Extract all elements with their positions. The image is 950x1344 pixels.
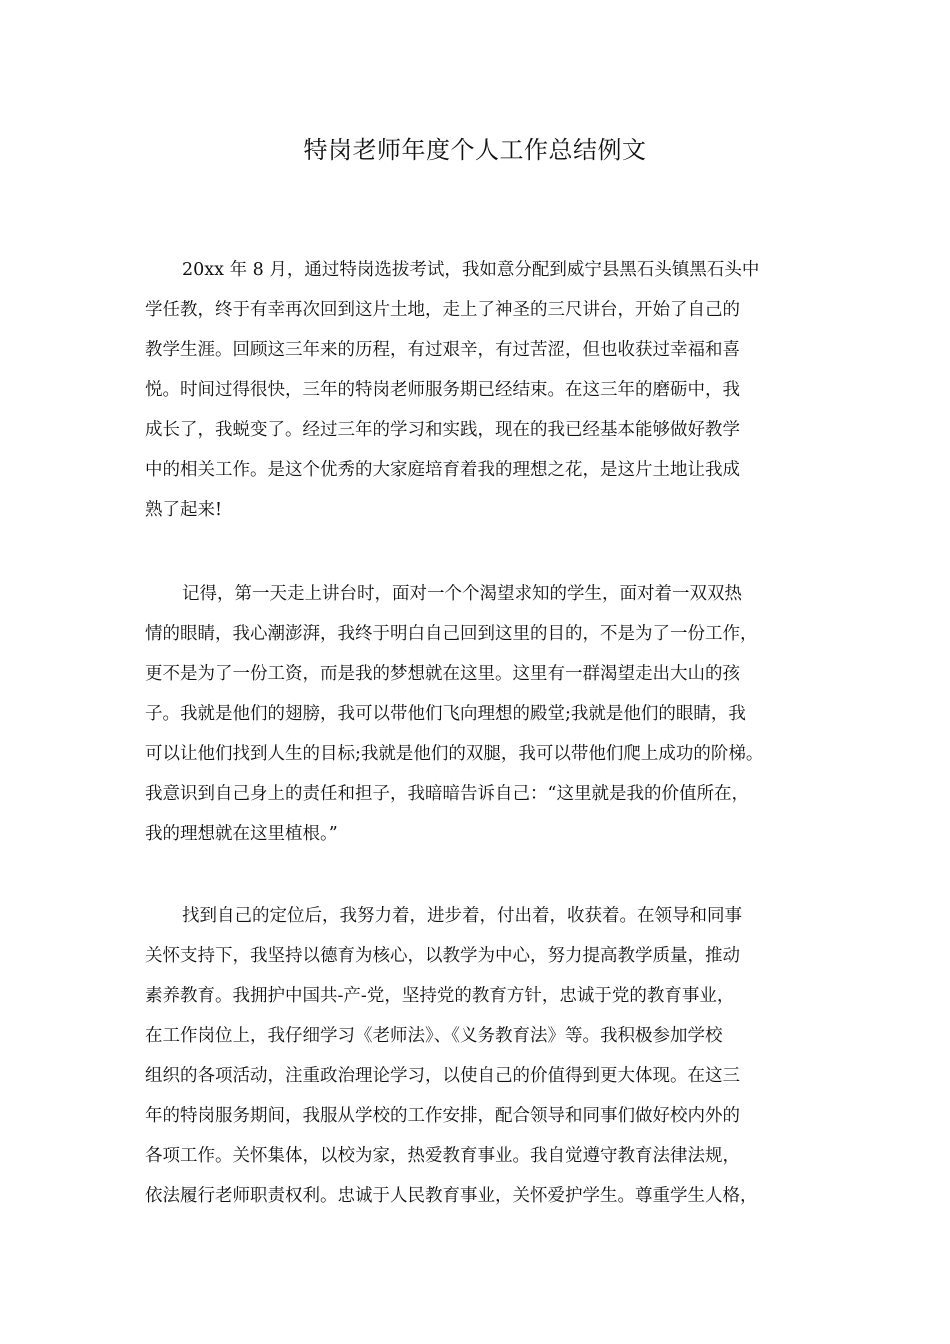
paragraph-line: 我的理想就在这里植根。” — [145, 824, 338, 844]
paragraph-line: 更不是为了一份工资，而是我的梦想就在这里。这里有一群渴望走出大山的孩 — [145, 664, 740, 684]
paragraph-line: 教学生涯。回顾这三年来的历程，有过艰辛，有过苦涩，但也收获过幸福和喜 — [145, 340, 740, 360]
paragraph-2 — [145, 574, 810, 854]
paragraph-line: 找到自己的定位后，我努力着，进步着，付出着，收获着。在领导和同事 — [182, 906, 742, 926]
paragraph-line: 关怀支持下，我坚持以德育为核心，以教学为中心，努力提高教学质量，推动 — [145, 946, 740, 966]
paragraph-line: 各项工作。关怀集体，以校为家，热爱教育事业。我自觉遵守教育法律法规， — [145, 1146, 740, 1166]
paragraph-line: 成长了，我蜕变了。经过三年的学习和实践，现在的我已经基本能够做好教学 — [145, 420, 740, 440]
paragraph-line: 组织的各项活动，注重政治理论学习，以使自己的价值得到更大体现。在这三 — [145, 1066, 740, 1086]
paragraph-line: 悦。时间过得很快，三年的特岗老师服务期已经结束。在这三年的磨砺中，我 — [145, 380, 740, 400]
paragraph-line: 在工作岗位上，我仔细学习《老师法》、《义务教育法》等。我积极参加学校 — [145, 1026, 723, 1046]
paragraph-line: 素养教育。我拥护中国共-产-党，坚持党的教育方针，忠诚于党的教育事业， — [145, 986, 735, 1006]
paragraph-line: 中的相关工作。是这个优秀的大家庭培育着我的理想之花，是这片土地让我成 — [145, 460, 740, 480]
paragraph-line: 20xx 年 8 月，通过特岗选拔考试，我如意分配到威宁县黑石头镇黑石头中 — [182, 260, 760, 280]
paragraph-line: 依法履行老师职责权利。忠诚于人民教育事业，关怀爱护学生。尊重学生人格， — [145, 1186, 758, 1206]
paragraph-line: 年的特岗服务期间，我服从学校的工作安排，配合领导和同事们做好校内外的 — [145, 1106, 740, 1126]
paragraph-line: 情的眼睛，我心潮澎湃，我终于明白自己回到这里的目的，不是为了一份工作， — [145, 624, 758, 644]
paragraph-line: 学任教，终于有幸再次回到这片土地，走上了神圣的三尺讲台，开始了自己的 — [145, 300, 740, 320]
paragraph-line: 熟了起来! — [145, 500, 223, 520]
paragraph-line: 我意识到自己身上的责任和担子，我暗暗告诉自己：“这里就是我的价值所在， — [145, 784, 749, 804]
paragraph-line: 记得，第一天走上讲台时，面对一个个渴望求知的学生，面对着一双双热 — [182, 584, 742, 604]
document-title: 特岗老师年度个人工作总结例文 — [303, 136, 647, 164]
paragraph-line: 子。我就是他们的翅膀，我可以带他们飞向理想的殿堂;我就是他们的眼睛，我 — [145, 704, 746, 724]
paragraph-3 — [145, 896, 810, 1216]
paragraph-1 — [145, 250, 810, 530]
paragraph-line: 可以让他们找到人生的目标;我就是他们的双腿，我可以带他们爬上成功的阶梯。 — [145, 744, 764, 764]
